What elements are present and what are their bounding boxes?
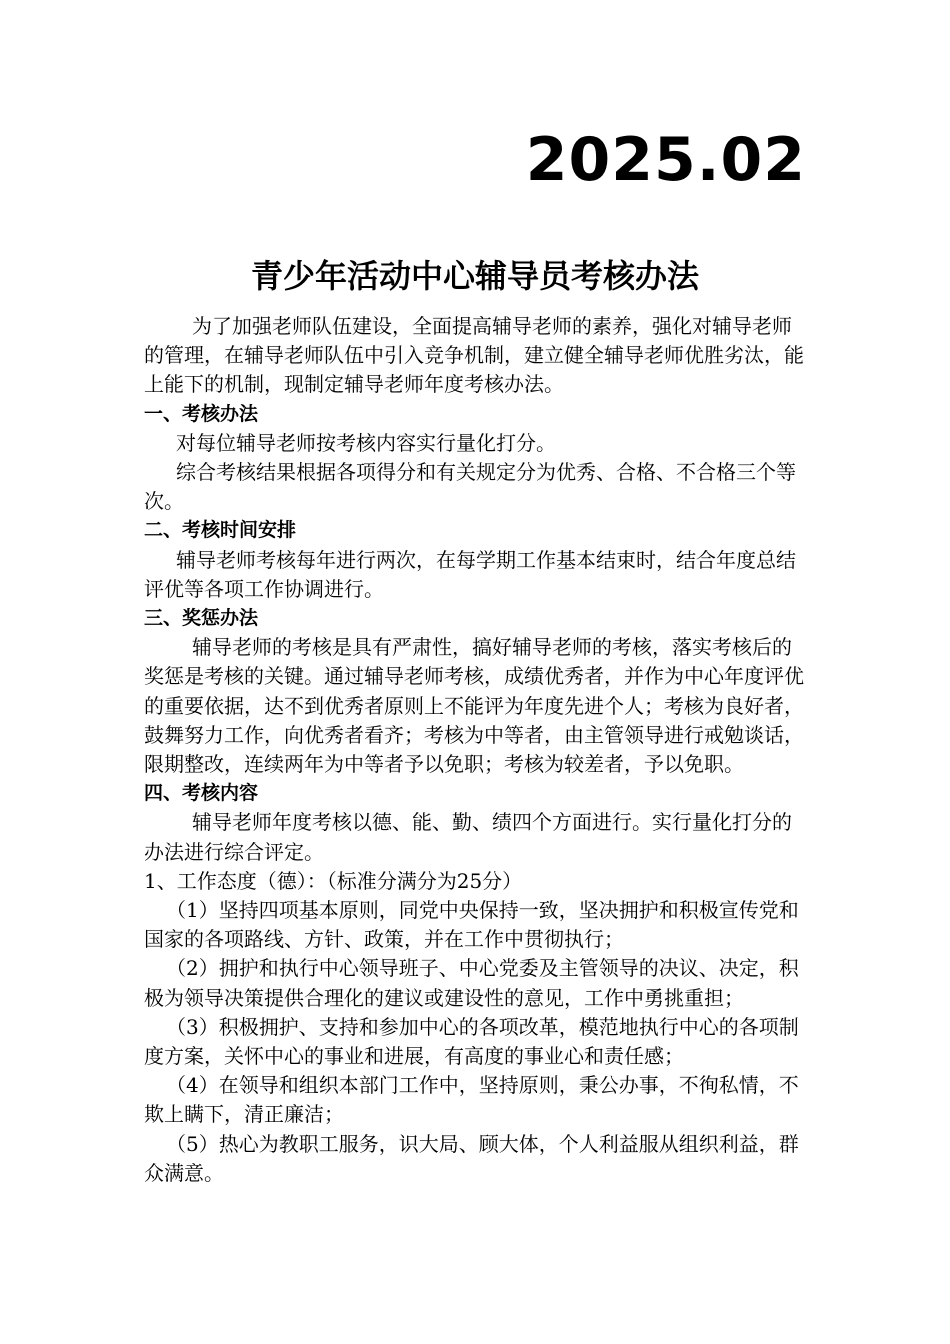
section-2-paragraph-1: 辅导老师考核每年进行两次，在每学期工作基本结束时，结合年度总结评优等各项工作协调进行。 <box>144 547 796 601</box>
section-1-paragraph-1: 对每位辅导老师按考核内容实行量化打分。 <box>176 430 556 455</box>
section-4-paragraph-1: 辅导老师年度考核以德、能、勤、绩四个方面进行。实行量化打分的办法进行综合评定。 <box>144 810 792 864</box>
section-2-heading: 二、考核时间安排 <box>144 519 297 542</box>
item-1-point-2: （2）拥护和执行中心领导班子、中心党委及主管领导的决议、决定，积极为领导决策提供合理化的建议或建设性的意见，工作中勇挑重担； <box>144 956 799 1010</box>
section-1-paragraph-2: 综合考核结果根据各项得分和有关规定分为优秀、合格、不合格三个等次。 <box>144 460 796 514</box>
item-1-point-5: （5）热心为教职工服务，识大局、顾大体，个人利益服从组织利益，群众满意。 <box>144 1131 799 1185</box>
section-3-paragraph-1: 辅导老师的考核是具有严肃性，搞好辅导老师的考核，落实考核后的奖惩是考核的关键。通过辅导老师考核，成绩优秀者，并作为中心年度评优的重要依据，达不到优秀者原则上不能评为年度先进个人；考核为良好者，鼓舞努力工作，向优秀者看齐；考核为中等者，由主管领导进行戒勉谈话，限期整改，连续两年为中等者予以免职；考核为较差者，予以免职。 <box>144 635 804 777</box>
section-4-heading: 四、考核内容 <box>144 782 259 805</box>
item-1-point-4: （4）在领导和组织本部门工作中，坚持原则，秉公办事，不徇私情，不欺上瞒下，清正廉洁； <box>144 1073 799 1127</box>
document-title: 青少年活动中心辅导员考核办法 <box>250 257 699 295</box>
item-1-heading: 1、工作态度（德）：（标准分满分为25分） <box>144 868 523 893</box>
section-1-heading: 一、考核办法 <box>144 402 259 425</box>
item-1-point-1: （1）坚持四项基本原则，同党中央保持一致，坚决拥护和积极宣传党和国家的各项路线、方针、政策，并在工作中贯彻执行； <box>144 898 799 952</box>
section-3-heading: 三、奖惩办法 <box>144 607 259 630</box>
item-1-point-3: （3）积极拥护、支持和参加中心的各项改革，模范地执行中心的各项制度方案，关怀中心的事业和进展，有高度的事业心和责任感； <box>144 1014 799 1069</box>
document-body <box>144 312 808 1188</box>
date-stamp: 2025.02 <box>525 125 806 195</box>
intro-paragraph: 为了加强老师队伍建设，全面提高辅导老师的素养，强化对辅导老师的管理，在辅导老师队伍中引入竞争机制，建立健全辅导老师优胜劣汰，能上能下的机制，现制定辅导老师年度考核办法。 <box>144 314 804 397</box>
